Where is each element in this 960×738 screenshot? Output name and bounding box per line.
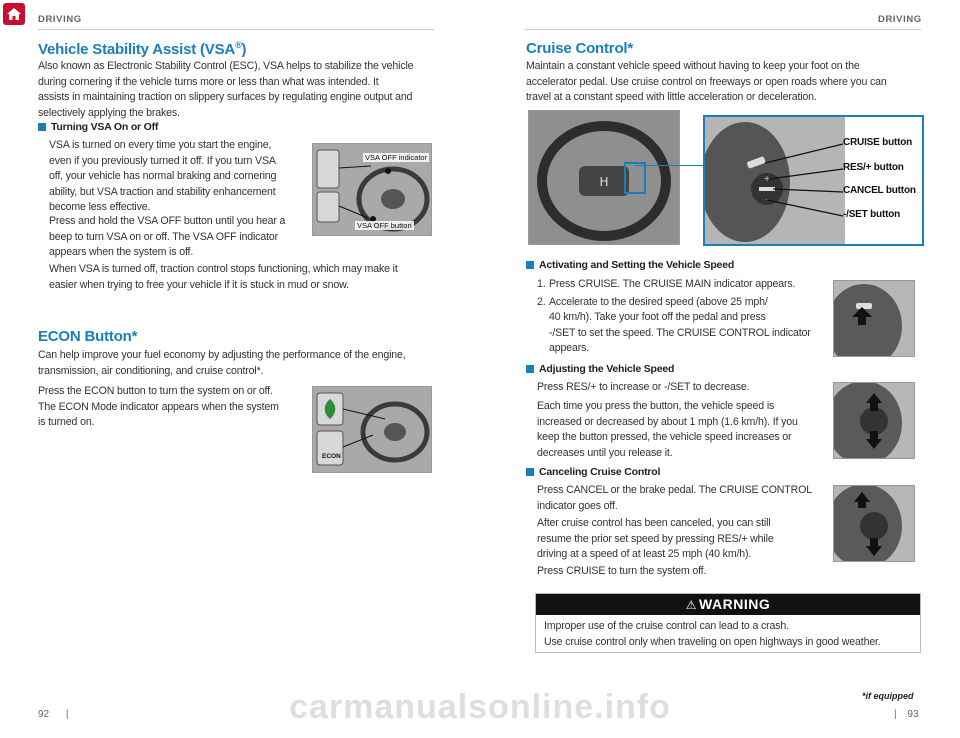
step-line: Accelerate to the desired speed (above 25 mph/ bbox=[549, 295, 768, 308]
step-line: 40 km/h). Take your foot off the pedal and press bbox=[549, 311, 766, 323]
bullet-square-icon bbox=[526, 468, 534, 476]
watermark: carmanualsonline.info bbox=[289, 688, 671, 726]
right-page-divider: | bbox=[894, 709, 897, 720]
warning-box bbox=[535, 593, 921, 653]
econ-p1-line: is turned on. bbox=[38, 416, 95, 428]
vsa-p2 bbox=[49, 214, 299, 261]
econ-intro bbox=[38, 348, 438, 379]
vsa-image bbox=[312, 143, 432, 236]
adjusting-p1-line: Press RES/+ to increase or -/SET to decrease. bbox=[537, 381, 750, 393]
cruise-press-image bbox=[833, 280, 915, 357]
vsa-p2-line: appears when the system is off. bbox=[49, 246, 194, 258]
vsa-p3-line: easier when trying to free your vehicle if it is stuck in mud or snow. bbox=[49, 278, 349, 291]
activating-heading-text: Activating and Setting the Vehicle Speed bbox=[539, 259, 735, 271]
cruise-intro bbox=[526, 59, 926, 106]
vsa-p1-line: become less effective. bbox=[49, 201, 151, 213]
bullet-square-icon bbox=[526, 261, 534, 269]
right-page-number bbox=[894, 709, 919, 720]
vsa-button-label: VSA OFF button bbox=[357, 221, 412, 230]
home-icon bbox=[3, 3, 25, 25]
callout-connector bbox=[634, 165, 704, 166]
vsa-title-close: ) bbox=[241, 41, 247, 58]
right-page-number-text: 93 bbox=[907, 709, 919, 720]
vsa-p1-line: even if you previously turned it off. If you turn VSA bbox=[49, 154, 276, 167]
callout-cancel: CANCEL button bbox=[843, 185, 916, 196]
cancel-press-illustration bbox=[834, 486, 914, 561]
warning-triangle-icon: ⚠ bbox=[685, 598, 698, 612]
vsa-p1 bbox=[49, 138, 299, 216]
warning-line: Use cruise control only when traveling on open highways in good weather. bbox=[544, 636, 881, 648]
right-header-rule bbox=[525, 29, 921, 30]
cruise-intro-line: Maintain a constant vehicle speed without having to keep your foot on the bbox=[526, 60, 860, 72]
canceling-p2-line: driving at a speed of at least 25 mph (40 km/h). bbox=[537, 548, 752, 560]
vsa-title bbox=[38, 40, 246, 58]
canceling-p3-line: Press CRUISE to turn the system off. bbox=[537, 565, 707, 577]
svg-text:+: + bbox=[763, 174, 771, 183]
cruise-button-press-illustration bbox=[834, 281, 914, 356]
step-line: appears. bbox=[549, 342, 590, 354]
vsa-intro-line: Also known as Electronic Stability Control (ESC), VSA helps to stabilize the vehicle bbox=[38, 60, 414, 72]
vsa-intro-line: during cornering if the vehicle turns more or less than what was intended. It bbox=[38, 75, 379, 88]
left-page-number bbox=[38, 709, 69, 720]
vsa-p3 bbox=[49, 262, 439, 293]
vsa-subheading bbox=[38, 121, 158, 133]
steering-wheel-illustration bbox=[529, 111, 679, 244]
step-line: Press CRUISE. The CRUISE MAIN indicator appears. bbox=[549, 278, 796, 290]
step-number: 2. bbox=[537, 295, 546, 308]
cruise-dashboard-image bbox=[528, 110, 680, 245]
adjusting-p2-line: keep the button pressed, the vehicle speed increases or bbox=[537, 431, 792, 443]
econ-intro-line: transmission, air conditioning, and cruise control*. bbox=[38, 364, 264, 377]
econ-p1 bbox=[38, 384, 298, 431]
adjusting-p1 bbox=[537, 380, 817, 396]
adjust-speed-image bbox=[833, 382, 915, 459]
step-item bbox=[537, 277, 817, 293]
cruise-intro-line: travel at a constant speed with little acceleration or deceleration. bbox=[526, 91, 817, 103]
canceling-p2-line: After cruise control has been canceled, you can still bbox=[537, 517, 771, 529]
adjusting-p2 bbox=[537, 399, 817, 461]
step-line: -/SET to set the speed. The CRUISE CONTROL indicator bbox=[549, 326, 811, 339]
cancel-image bbox=[833, 485, 915, 562]
canceling-p1-line: indicator goes off. bbox=[537, 499, 618, 512]
adjusting-p2-line: decreases until you release it. bbox=[537, 446, 673, 459]
vsa-title-text: Vehicle Stability Assist (VSA bbox=[38, 41, 236, 58]
econ-p1-line: The ECON Mode indicator appears when the system bbox=[38, 400, 279, 413]
step-item bbox=[537, 295, 817, 357]
callout-cruise: CRUISE button bbox=[843, 137, 913, 148]
left-page-divider: | bbox=[65, 709, 69, 720]
adjusting-p2-line: Each time you press the button, the vehicle speed is bbox=[537, 400, 775, 412]
cruise-intro-line: accelerator pedal. Use cruise control on freeways or open roads where you can bbox=[526, 75, 887, 88]
econ-intro-line: Can help improve your fuel economy by adjusting the performance of the engine, bbox=[38, 349, 406, 361]
warning-line: Improper use of the cruise control can lead to a crash. bbox=[544, 620, 789, 632]
warning-title: WARNING bbox=[699, 596, 771, 612]
vsa-intro-line: selectively applying the brakes. bbox=[38, 106, 180, 119]
canceling-p3 bbox=[537, 564, 817, 580]
cruise-title: Cruise Control* bbox=[526, 40, 634, 57]
vsa-indicator-label: VSA OFF indicator bbox=[365, 153, 428, 162]
warning-text bbox=[536, 615, 920, 650]
canceling-heading-text: Canceling Cruise Control bbox=[539, 466, 661, 478]
canceling-p2-line: resume the prior set speed by pressing RES/+ while bbox=[537, 532, 774, 545]
econ-title: ECON Button* bbox=[38, 328, 138, 345]
bullet-square-icon bbox=[526, 365, 534, 373]
warning-header bbox=[536, 594, 920, 615]
vsa-p2-line: Press and hold the VSA OFF button until you hear a bbox=[49, 215, 286, 227]
svg-text:-: - bbox=[765, 195, 769, 204]
callout-res: RES/+ button bbox=[843, 162, 904, 173]
cruise-buttons-closeup bbox=[703, 115, 924, 246]
vsa-p1-line: VSA is turned on every time you start the engine, bbox=[49, 139, 272, 151]
left-header: DRIVING bbox=[38, 14, 82, 25]
footnote: *if equipped bbox=[862, 691, 914, 701]
res-set-press-illustration bbox=[834, 383, 914, 458]
adjusting-heading-text: Adjusting the Vehicle Speed bbox=[539, 363, 675, 375]
vsa-subheading-text: Turning VSA On or Off bbox=[51, 121, 159, 133]
activating-heading bbox=[526, 259, 734, 271]
step-number: 1. bbox=[537, 278, 546, 290]
left-header-rule bbox=[38, 29, 434, 30]
left-page-number-text: 92 bbox=[38, 709, 50, 720]
vsa-intro-line: assists in maintaining traction on slippery surfaces by regulating engine output and bbox=[38, 91, 413, 103]
home-button[interactable] bbox=[3, 3, 25, 25]
svg-text:H: H bbox=[599, 175, 609, 189]
canceling-p2 bbox=[537, 516, 817, 563]
canceling-heading bbox=[526, 466, 660, 478]
vsa-p2-line: beep to turn VSA on or off. The VSA OFF indicator bbox=[49, 230, 278, 243]
vsa-p3-line: When VSA is turned off, traction control stops functioning, which may make it bbox=[49, 263, 398, 275]
econ-p1-line: Press the ECON button to turn the system on or off. bbox=[38, 385, 273, 397]
adjusting-heading bbox=[526, 363, 674, 375]
cruise-buttons-illustration bbox=[705, 117, 845, 244]
vsa-p1-line: off, your vehicle has normal braking and cornering bbox=[49, 170, 277, 182]
econ-image bbox=[312, 386, 432, 473]
bullet-square-icon bbox=[38, 123, 46, 131]
vsa-p1-line: ability, but VSA traction and stability enhancement bbox=[49, 185, 276, 198]
canceling-p1-line: Press CANCEL or the brake pedal. The CRUISE CONTROL bbox=[537, 484, 812, 496]
vsa-intro bbox=[38, 59, 438, 121]
callout-set: -/SET button bbox=[843, 209, 901, 220]
adjusting-p2-line: increased or decreased by about 1 mph (1.6 km/h). If you bbox=[537, 415, 798, 428]
econ-button-icon-label: ECON bbox=[322, 453, 341, 460]
right-header: DRIVING bbox=[878, 14, 922, 25]
canceling-p1 bbox=[537, 483, 817, 514]
vsa-title-reg: ® bbox=[235, 40, 242, 50]
activating-steps bbox=[537, 277, 817, 357]
